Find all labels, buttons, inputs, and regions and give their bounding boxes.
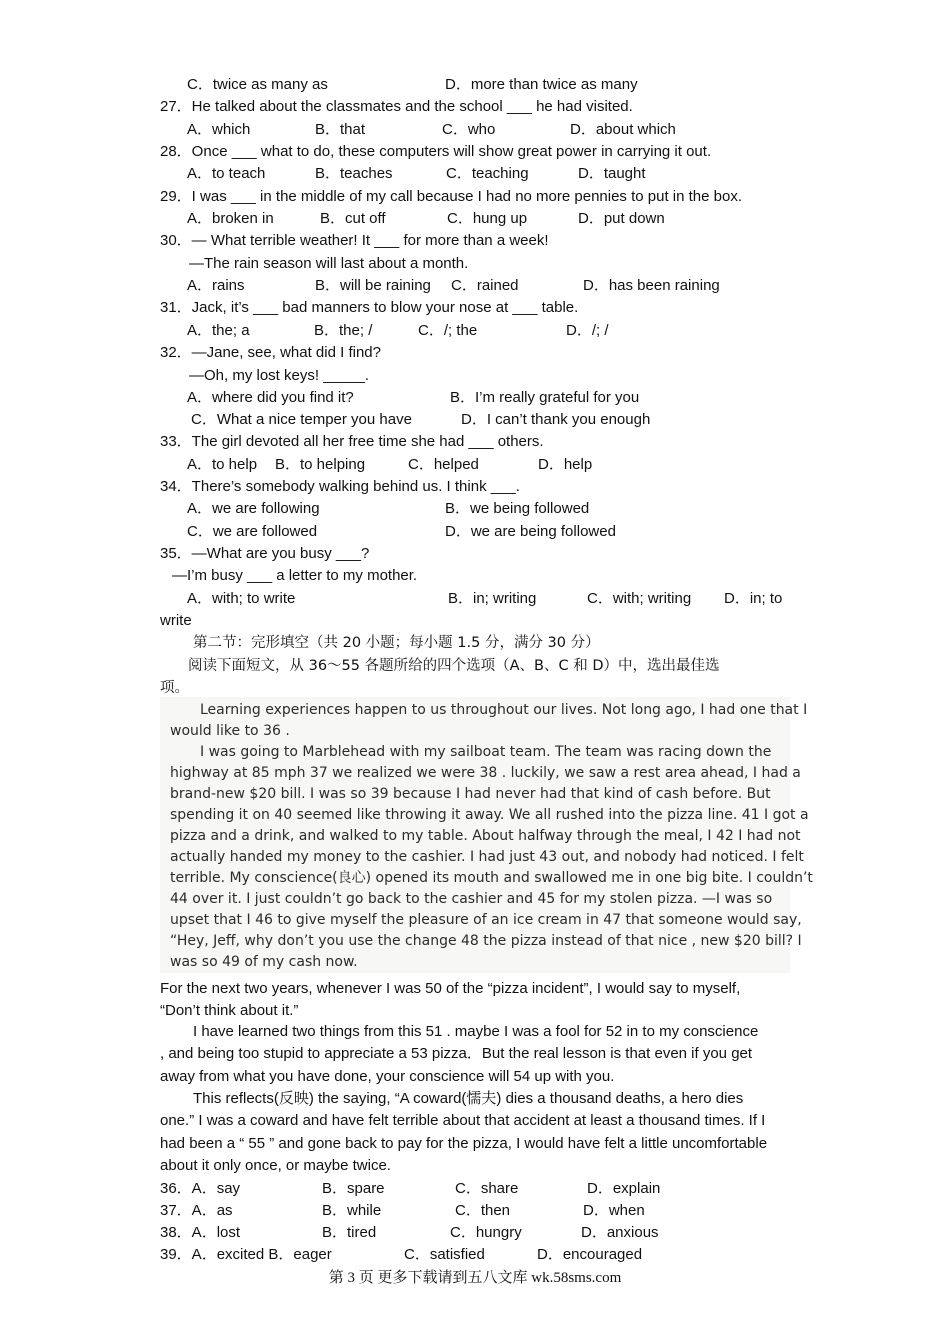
q35-option-b: B．in; writing xyxy=(448,590,537,607)
passage-line: one.” I was a coward and have felt terrible about that accident at least a thousand times. If I xyxy=(160,1112,766,1129)
q27-option-c: C．who xyxy=(442,121,496,138)
scan-line: I was going to Marblehead with my sailboat team. The team was racing down the xyxy=(200,744,772,760)
q35-stem: 35．—What are you busy ___? xyxy=(160,545,370,562)
q30-option-a: A．rains xyxy=(187,277,245,294)
q32-option-d: D．I can’t thank you enough xyxy=(461,411,651,428)
q34-option-d: D．we are being followed xyxy=(445,523,616,540)
q28-option-b: B．teaches xyxy=(315,165,393,182)
q30-stem: 30．— What terrible weather! It ___ for more than a week! xyxy=(160,232,549,249)
q37-option-d: D．when xyxy=(583,1202,645,1219)
passage-line: about it only once, or maybe twice. xyxy=(160,1157,391,1174)
q35-option-d-wrap: write xyxy=(160,612,192,629)
q38-option-c: C．hungry xyxy=(450,1224,522,1241)
q33-option-d: D．help xyxy=(538,456,593,473)
q31-option-a: A．the; a xyxy=(187,322,250,339)
q33-option-c: C．helped xyxy=(408,456,479,473)
passage-line: had been a “ 55 ” and gone back to pay for the pizza, I would have felt a little uncomfortable xyxy=(160,1135,768,1152)
q39-option-ab: 39．A．excited B．eager xyxy=(160,1246,332,1263)
section-instruction: 阅读下面短文，从 36～55 各题所给的四个选项（A、B、C 和 D）中，选出最佳选 xyxy=(188,658,720,674)
q38-option-d: D．anxious xyxy=(581,1224,659,1241)
section-heading: 第二节：完形填空（共 20 小题；每小题 1.5 分，满分 30 分） xyxy=(193,635,600,651)
q31-stem: 31．Jack, it’s ___ bad manners to blow your nose at ___ table. xyxy=(160,299,579,316)
scan-line: 44 over it. I just couldn’t go back to the cashier and 45 for my stolen pizza. —I was so xyxy=(170,891,773,907)
q28-option-c: C．teaching xyxy=(446,165,529,182)
scan-line: upset that I 46 to give myself the pleasure of an ice cream in 47 that someone would say, xyxy=(170,912,802,928)
q39-option-c: C．satisfied xyxy=(404,1246,485,1263)
q29-option-c: C．hung up xyxy=(447,210,528,227)
q34-stem: 34．There’s somebody walking behind us. I think ___. xyxy=(160,478,520,495)
q34-option-a: A．we are following xyxy=(187,500,320,517)
section-instruction-wrap: 项。 xyxy=(160,680,189,696)
q32-reply: —Oh, my lost keys! _____. xyxy=(189,367,370,384)
q36-option-d: D．explain xyxy=(587,1180,661,1197)
scanned-passage-image xyxy=(160,697,813,973)
passage-line: I have learned two things from this 51 . maybe I was a fool for 52 in to my conscience xyxy=(193,1023,759,1040)
q29-option-a: A．broken in xyxy=(187,210,274,227)
passage-line: This reflects(反映) the saying, “A coward(懦夫) dies a thousand deaths, a hero dies xyxy=(193,1090,744,1107)
scan-line: terrible. My conscience(良心) opened its mouth and swallowed me in one big bite. I couldn’t xyxy=(170,870,813,886)
passage-line: , and being too stupid to appreciate a 53 pizza．But the real lesson is that even if you get xyxy=(160,1045,753,1062)
q38-option-b: B．tired xyxy=(322,1224,377,1241)
q32-option-c: C．What a nice temper you have xyxy=(191,411,412,428)
scan-line: brand-new $20 bill. I was so 39 because I had never had that kind of cash before. But xyxy=(170,786,771,802)
q38-option-a: 38．A．lost xyxy=(160,1224,241,1241)
q29-option-d: D．put down xyxy=(578,210,665,227)
q30-option-b: B．will be raining xyxy=(315,277,431,294)
q39-option-d: D．encouraged xyxy=(537,1246,643,1263)
passage-line: away from what you have done, your conscience will 54 up with you. xyxy=(160,1068,615,1085)
scan-line: Learning experiences happen to us throughout our lives. Not long ago, I had one that I xyxy=(200,702,808,718)
scan-line: highway at 85 mph 37 we realized we were 38 . luckily, we saw a rest area ahead, I had a xyxy=(170,765,801,781)
q29-stem: 29．I was ___ in the middle of my call because I had no more pennies to put in the box. xyxy=(160,188,743,205)
q35-reply: —I’m busy ___ a letter to my mother. xyxy=(172,567,418,584)
q27-stem: 27．He talked about the classmates and the school ___ he had visited. xyxy=(160,98,633,115)
q33-option-b: B．to helping xyxy=(275,456,366,473)
q37-option-b: B．while xyxy=(322,1202,382,1219)
q34-option-c: C．we are followed xyxy=(187,523,318,540)
q33-option-a: A．to help xyxy=(187,456,258,473)
q36-option-b: B．spare xyxy=(322,1180,385,1197)
q35-option-a: A．with; to write xyxy=(187,590,296,607)
q27-option-a: A．which xyxy=(187,121,251,138)
q31-option-c: C．/; the xyxy=(418,322,478,339)
q28-option-a: A．to teach xyxy=(187,165,266,182)
q27-option-b: B．that xyxy=(315,121,366,138)
q26-option-d: D．more than twice as many xyxy=(445,76,638,93)
q31-option-b: B．the; / xyxy=(314,322,373,339)
q28-option-d: D．taught xyxy=(578,165,646,182)
passage-line: “Don’t think about it.” xyxy=(160,1002,299,1019)
page-footer: 第 3 页 更多下载请到五八文库 wk.58sms.com xyxy=(328,1270,622,1286)
q29-option-b: B．cut off xyxy=(320,210,386,227)
q27-option-d: D．about which xyxy=(570,121,676,138)
q32-option-a: A．where did you find it? xyxy=(187,389,354,406)
passage-line: For the next two years, whenever I was 50 of the “pizza incident”, I would say to myself, xyxy=(160,980,741,997)
q33-stem: 33．The girl devoted all her free time she had ___ others. xyxy=(160,433,544,450)
q37-option-a: 37．A．as xyxy=(160,1202,233,1219)
q36-option-c: C．share xyxy=(455,1180,519,1197)
scan-line: spending it on 40 seemed like throwing it away. We all rushed into the pizza line. 41 I got a xyxy=(170,807,809,823)
q32-option-b: B．I’m really grateful for you xyxy=(450,389,640,406)
scan-line: “Hey, Jeff, why don’t you use the change 48 the pizza instead of that nice , new $20 bill? I xyxy=(170,933,802,949)
scan-line: actually handed my money to the cashier. I had just 43 out, and nobody had noticed. I felt xyxy=(170,849,804,865)
scan-line: would like to 36 . xyxy=(170,723,290,739)
q30-reply: —The rain season will last about a month. xyxy=(189,255,469,272)
q32-stem: 32．—Jane, see, what did I find? xyxy=(160,344,381,361)
q28-stem: 28．Once ___ what to do, these computers will show great power in carrying it out. xyxy=(160,143,712,160)
q34-option-b: B．we being followed xyxy=(445,500,590,517)
q26-option-c: C．twice as many as xyxy=(187,76,328,93)
scan-line: was so 49 of my cash now. xyxy=(170,954,358,970)
q36-option-a: 36．A．say xyxy=(160,1180,241,1197)
q35-option-c: C．with; writing xyxy=(587,590,692,607)
q30-option-c: C．rained xyxy=(451,277,519,294)
q30-option-d: D．has been raining xyxy=(583,277,720,294)
q31-option-d: D．/; / xyxy=(566,322,609,339)
scan-line: pizza and a drink, and walked to my table. About halfway through the meal, I 42 I had not xyxy=(170,828,801,844)
q37-option-c: C．then xyxy=(455,1202,511,1219)
q35-option-d: D．in; to xyxy=(724,590,783,607)
